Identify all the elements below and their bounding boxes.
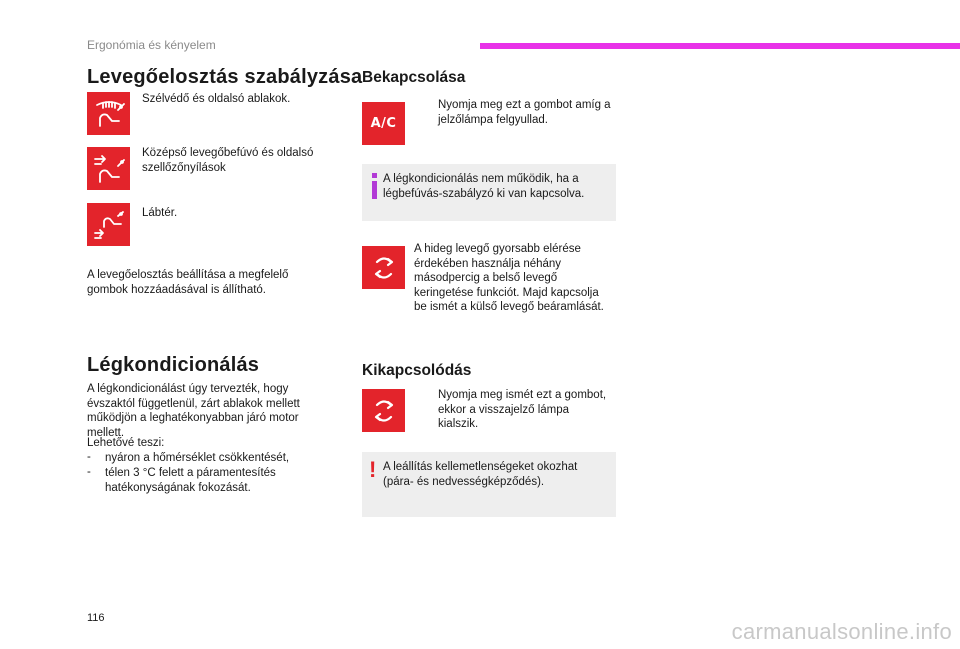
list-dash: - xyxy=(87,451,91,463)
air-item-text: Lábtér. xyxy=(142,207,178,219)
ac-button-icon xyxy=(362,102,405,145)
ac-title: Légkondicionálás xyxy=(87,354,260,376)
section-accent-bar xyxy=(480,43,960,49)
ac-description: A légkondicionálást úgy tervezték, hogy évszaktól függetlenül, zárt ablakok mellett működjön a leghatékonyabban járó motor mellett. xyxy=(87,383,300,439)
air-item-text: Szélvédő és oldalsó ablakok. xyxy=(142,93,291,105)
footwell-icon xyxy=(87,203,130,246)
switch-on-instruction: Nyomja meg ezt a gombot amíg a jelzőlámpa felgyullad. xyxy=(438,99,611,126)
air-item-text: Középső levegőbefúvó és oldalsó szellőzőnyílások xyxy=(142,147,314,174)
switch-off-instruction: Nyomja meg ismét ezt a gombot, ekkor a visszajelző lámpa kialszik. xyxy=(438,389,607,430)
ac-list-item: nyáron a hőmérséklet csökkentését, xyxy=(105,452,290,464)
switch-on-title: Bekapcsolása xyxy=(362,69,466,86)
air-distribution-title: Levegőelosztás szabályzása xyxy=(87,66,363,88)
warning-icon: ! xyxy=(369,457,377,482)
face-vent-icon xyxy=(87,147,130,190)
warning-text: A leállítás kellemetlenségeket okozhat (pára- és nedvességképződés). xyxy=(383,461,578,488)
info-text: A légkondicionálás nem működik, ha a légbefúvás-szabályzó ki van kapcsolva. xyxy=(383,173,585,200)
windscreen-demist-icon xyxy=(87,92,130,135)
recirculation-icon xyxy=(362,389,405,432)
air-distribution-note: A levegőelosztás beállítása a megfelelő gombok hozzáadásával is állítható. xyxy=(87,269,289,296)
recirculation-text: A hideg levegő gyorsabb elérése érdekében használja néhány másodpercig a belső levegő keringetése funkciót. Majd kapcsolja be ismét a külső levegő beáramlását. xyxy=(414,243,604,313)
recirculation-icon xyxy=(362,246,405,289)
switch-off-title: Kikapcsolódás xyxy=(362,362,472,379)
page-number: 116 xyxy=(87,612,105,624)
info-box xyxy=(362,164,616,221)
section-title: Ergonómia és kényelem xyxy=(87,38,216,52)
ac-can-do-label: Lehetővé teszi: xyxy=(87,437,165,449)
ac-list-item: télen 3 °C felett a páramentesítés hatékonyságának fokozását. xyxy=(105,467,276,494)
watermark: carmanualsonline.info xyxy=(731,619,952,644)
info-icon xyxy=(369,173,379,201)
list-dash: - xyxy=(87,466,91,478)
ac-button-label: A/C xyxy=(370,116,397,131)
warning-box xyxy=(362,452,616,517)
